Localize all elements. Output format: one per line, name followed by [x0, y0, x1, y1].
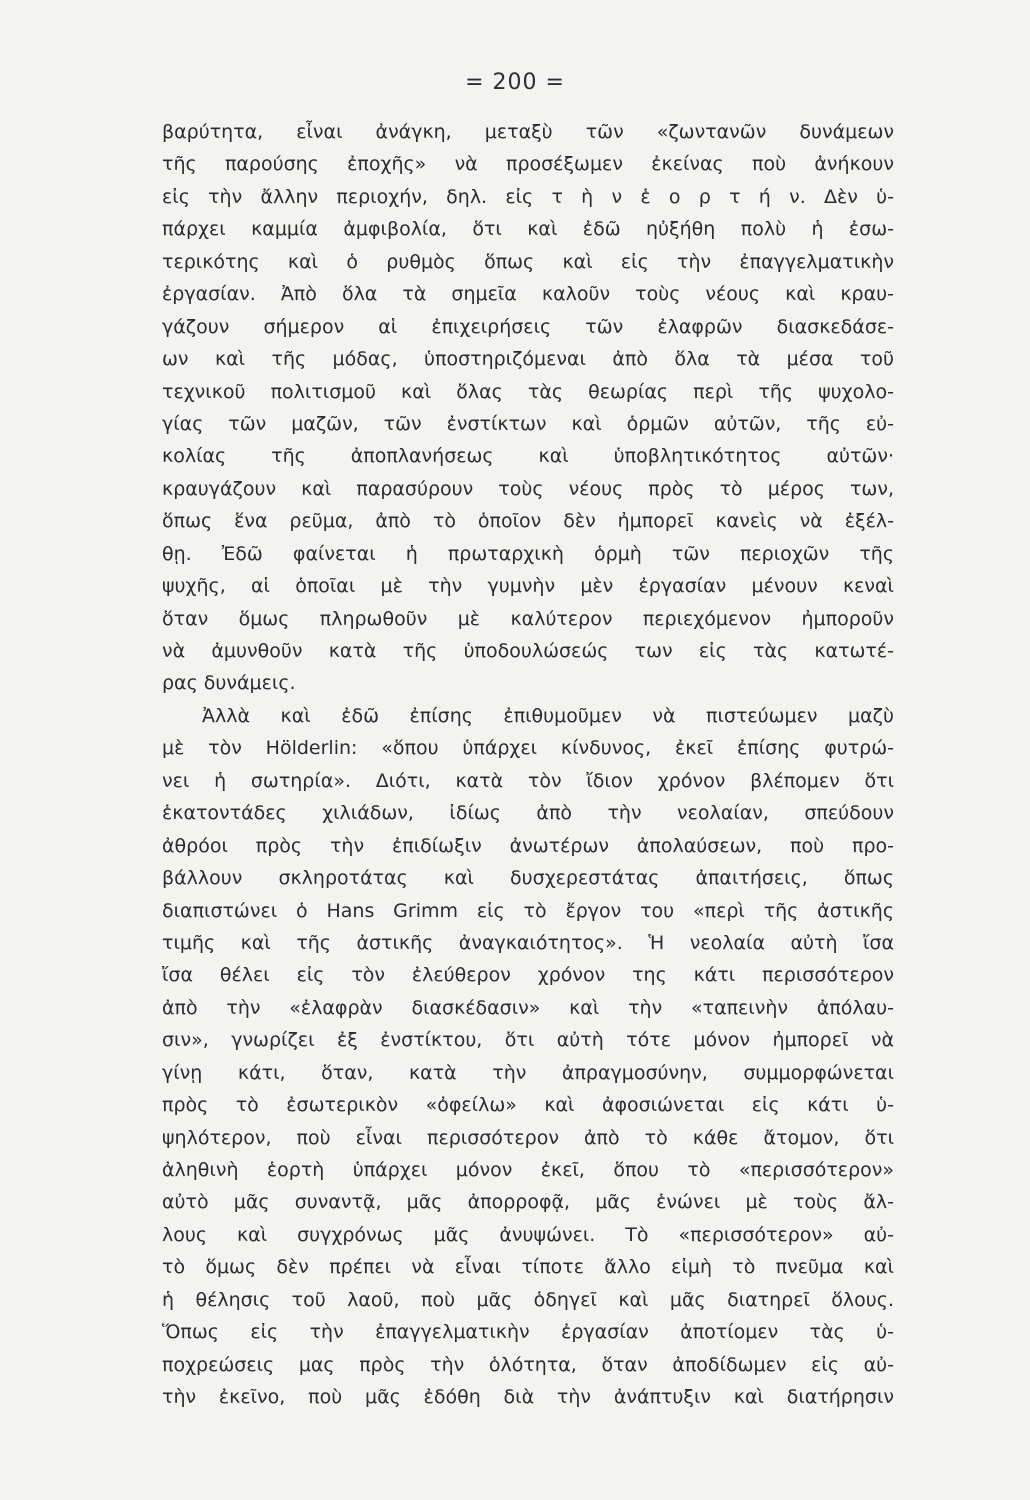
text-line: γίνῃ κάτι, ὅταν, κατὰ τὴν ἀπραγμοσύνην, συμμορφώνεται	[162, 1061, 894, 1084]
page-number: = 200 =	[465, 70, 565, 95]
text-line: ψηλότερον, ποὺ εἶναι περισσότερον ἀπὸ τὸ κάθε ἄτομον, ὅτι	[162, 1126, 894, 1149]
text-line: ποχρεώσεις μας πρὸς τὴν ὁλότητα, ὅταν ἀποδίδωμεν εἰς αὐ-	[162, 1353, 894, 1376]
text-line: ἀθρόοι πρὸς τὴν ἐπιδίωξιν ἀνωτέρων ἀπολαύσεων, ποὺ προ-	[162, 834, 894, 857]
text-line: θῃ. Ἐδῶ φαίνεται ἡ πρωταρχικὴ ὁρμὴ τῶν περιοχῶν τῆς	[162, 542, 894, 565]
text-line: βαρύτητα, εἶναι ἀνάγκη, μεταξὺ τῶν «ζωντανῶν δυνάμεων	[162, 121, 894, 143]
text-line: τὴν ἐκεῖνο, ποὺ μᾶς ἐδόθη διὰ τὴν ἀνάπτυξιν καὶ διατήρησιν	[162, 1386, 894, 1409]
text-line: αὐτὸ μᾶς συναντᾷ, μᾶς ἀπορροφᾷ, μᾶς ἑνώνει μὲ τοὺς ἄλ-	[162, 1191, 894, 1214]
text-line: ψυχῆς, αἱ ὁποῖαι μὲ τὴν γυμνὴν μὲν ἐργασίαν μένουν κεναὶ	[162, 575, 894, 598]
text-line: νει ἡ σωτηρία». Διότι, κατὰ τὸν ἴδιον χρόνον βλέπομεν ὅτι	[162, 769, 894, 792]
text-line: γάζουν σήμερον αἱ ἐπιχειρήσεις τῶν ἐλαφρῶν διασκεδάσε-	[162, 315, 894, 338]
text-line: ὅταν ὅμως πληρωθοῦν μὲ καλύτερον περιεχόμενον ἠμποροῦν	[162, 607, 894, 630]
text-line: πρὸς τὸ ἐσωτερικὸν «ὀφείλω» καὶ ἀφοσιώνεται εἰς κάτι ὑ-	[162, 1094, 894, 1117]
text-line: τερικότης καὶ ὁ ρυθμὸς ὅπως καὶ εἰς τὴν ἐπαγγελματικὴν	[162, 250, 894, 273]
text-line: ἡ θέλησις τοῦ λαοῦ, ποὺ μᾶς ὁδηγεῖ καὶ μᾶς διατηρεῖ ὅλους.	[162, 1288, 894, 1311]
text-line: τιμῆς καὶ τῆς ἀστικῆς ἀναγκαιότητος». Ἡ νεολαία αὐτὴ ἴσα	[162, 931, 894, 954]
text-line: πάρχει καμμία ἀμφιβολία, ὅτι καὶ ἐδῶ ηὐξήθη πολὺ ἡ ἐσω-	[162, 218, 894, 241]
text-line: ρας δυνάμεις.	[162, 672, 296, 695]
text-line: μὲ τὸν Hölderlin: «ὅπου ὑπάρχει κίνδυνος, ἐκεῖ ἐπίσης φυτρώ-	[162, 737, 894, 760]
text-line: νὰ ἀμυνθοῦν κατὰ τῆς ὑποδουλώσεώς των εἰς τὰς κατωτέ-	[162, 640, 894, 662]
text-line: ων καὶ τῆς μόδας, ὑποστηριζόμεναι ἀπὸ ὅλα τὰ μέσα τοῦ	[162, 348, 894, 371]
text-line: ἀπὸ τὴν «ἐλαφρὰν διασκέδασιν» καὶ τὴν «ταπεινὴν ἀπόλαυ-	[162, 996, 894, 1019]
text-line: κραυγάζουν καὶ παρασύρουν τοὺς νέους πρὸς τὸ μέρος των,	[162, 477, 894, 500]
text-line: τεχνικοῦ πολιτισμοῦ καὶ ὅλας τὰς θεωρίας περὶ τῆς ψυχολο-	[162, 380, 894, 403]
body-text	[162, 116, 894, 1414]
text-line: Ἀλλὰ καὶ ἐδῶ ἐπίσης ἐπιθυμοῦμεν νὰ πιστεύωμεν μαζὺ	[202, 704, 894, 727]
text-line: σιν», γνωρίζει ἐξ ἐνστίκτου, ὅτι αὐτὴ τότε μόνον ἠμπορεῖ νὰ	[162, 1029, 894, 1052]
text-line: διαπιστώνει ὁ Hans Grimm εἰς τὸ ἔργον του «περὶ τῆς ἀστικῆς	[162, 899, 894, 922]
text-line: γίας τῶν μαζῶν, τῶν ἐνστίκτων καὶ ὁρμῶν αὐτῶν, τῆς εὐ-	[162, 412, 894, 435]
text-line: εἰς τὴν ἄλλην περιοχήν, δηλ. εἰς τ ὴ ν ἑ ο ρ τ ή ν. Δὲν ὑ-	[162, 185, 894, 208]
text-line: τὸ ὅμως δὲν πρέπει νὰ εἶναι τίποτε ἄλλο εἰμὴ τὸ πνεῦμα καὶ	[162, 1256, 894, 1279]
text-line: Ὅπως εἰς τὴν ἐπαγγελματικὴν ἐργασίαν ἀποτίομεν τὰς ὑ-	[162, 1321, 894, 1344]
text-line: ἀληθινὴ ἑορτὴ ὑπάρχει μόνον ἐκεῖ, ὅπου τὸ «περισσότερον»	[162, 1159, 894, 1181]
text-line: ἴσα θέλει εἰς τὸν ἐλεύθερον χρόνον της κάτι περισσότερον	[162, 964, 894, 987]
text-line: ὅπως ἕνα ρεῦμα, ἀπὸ τὸ ὁποῖον δὲν ἠμπορεῖ κανεὶς νὰ ἐξέλ-	[162, 510, 894, 533]
text-line: κολίας τῆς ἀποπλανήσεως καὶ ὑποβλητικότητος αὐτῶν·	[162, 445, 894, 468]
text-line: τῆς παρούσης ἐποχῆς» νὰ προσέξωμεν ἐκείνας ποὺ ἀνήκουν	[162, 153, 894, 176]
text-line: λους καὶ συγχρόνως μᾶς ἀνυψώνει. Τὸ «περισσότερον» αὐ-	[162, 1223, 894, 1246]
text-line: ἐργασίαν. Ἀπὸ ὅλα τὰ σημεῖα καλοῦν τοὺς νέους καὶ κραυ-	[162, 283, 894, 306]
text-line: ἑκατοντάδες χιλιάδων, ἰδίως ἀπὸ τὴν νεολαίαν, σπεύδουν	[162, 802, 894, 825]
text-line: βάλλουν σκληροτάτας καὶ δυσχερεστάτας ἀπαιτήσεις, ὅπως	[162, 867, 894, 890]
